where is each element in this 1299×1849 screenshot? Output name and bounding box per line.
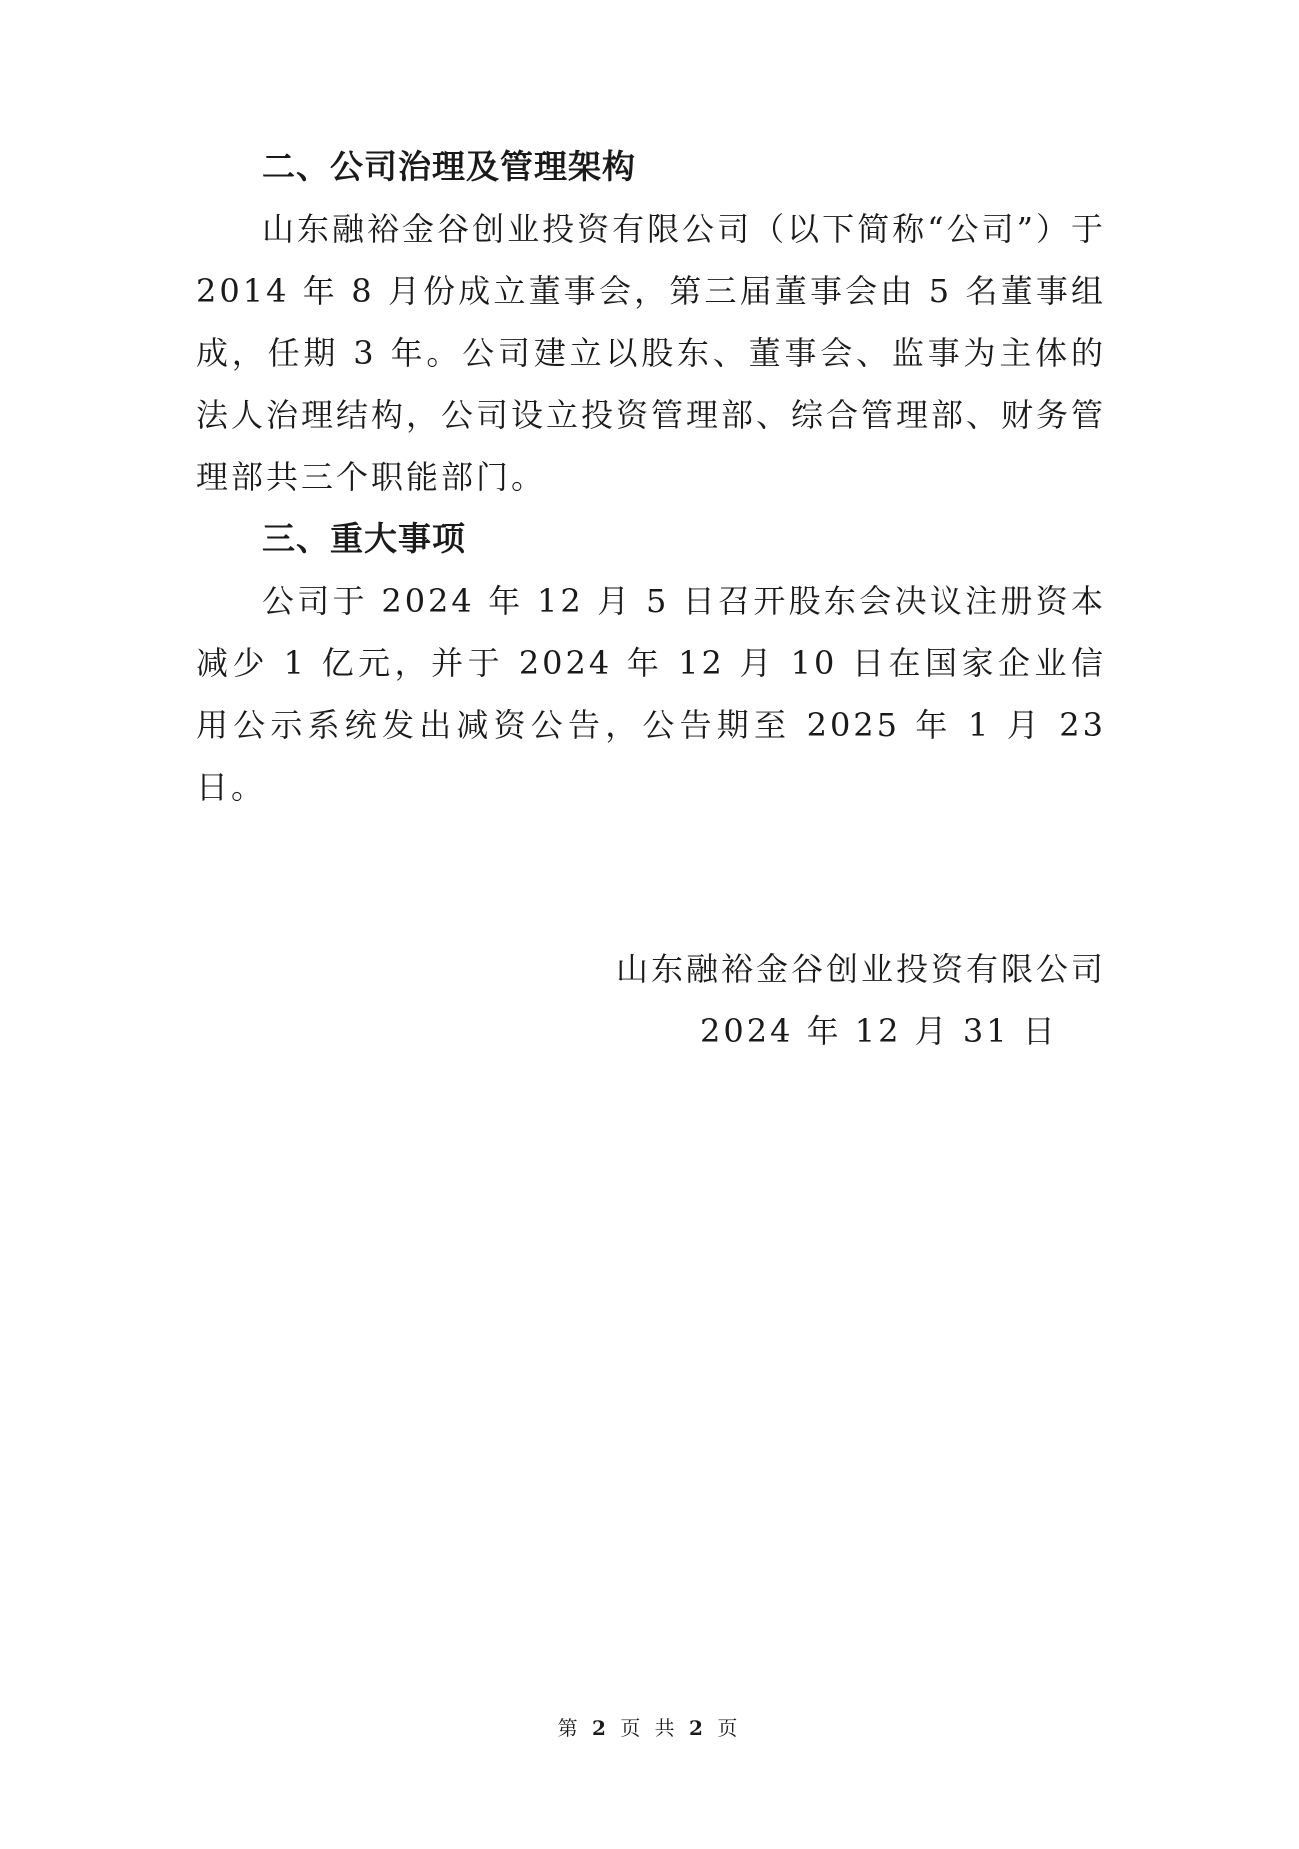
footer-prefix: 第 bbox=[557, 1716, 582, 1740]
section-heading-governance: 二、公司治理及管理架构 bbox=[262, 147, 636, 186]
signature-block bbox=[560, 938, 1106, 1062]
section-paragraph-major-events: 公司于 2024 年 12 月 5 日召开股东会决议注册资本减少 1 亿元，并于 2024 年 12 月 10 日在国家企业信用公示系统发出减资公告，公告期至 2025 年 1 月 23 日。 bbox=[196, 582, 1106, 806]
footer-total-pages: 2 bbox=[689, 1716, 707, 1740]
section-heading-major-events: 三、重大事项 bbox=[262, 519, 466, 558]
footer-suffix: 页 bbox=[717, 1716, 742, 1740]
document-body bbox=[196, 136, 1106, 818]
footer-middle: 页 共 bbox=[620, 1716, 679, 1740]
section-paragraph-governance: 山东融裕金谷创业投资有限公司（以下简称“公司”）于 2014 年 8 月份成立董事会，第三届董事会由 5 名董事组成，任期 3 年。公司建立以股东、董事会、监事为主体的法人治理结构，公司设立投资管理部、综合管理部、财务管理部共三个职能部门。 bbox=[196, 210, 1107, 496]
signature-date: 2024 年 12 月 31 日 bbox=[700, 1012, 1058, 1050]
footer-current-page: 2 bbox=[592, 1716, 610, 1740]
signature-company: 山东融裕金谷创业投资有限公司 bbox=[615, 950, 1106, 988]
page-footer bbox=[0, 1712, 1299, 1741]
